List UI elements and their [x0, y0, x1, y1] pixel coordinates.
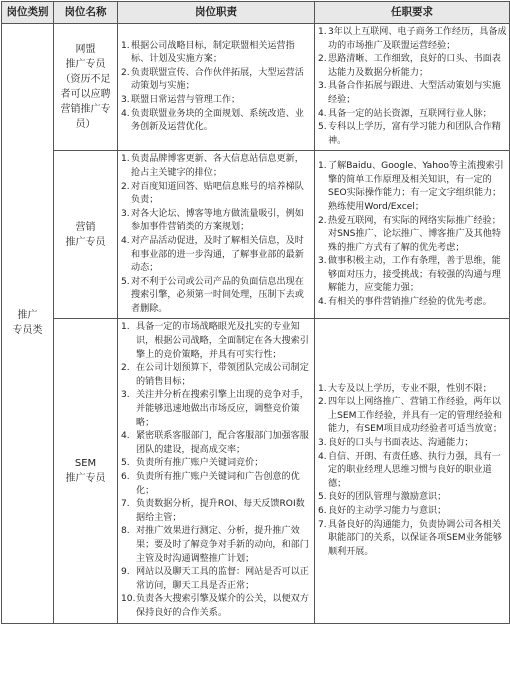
list-item-text: 联盟日常运营与管理工作； — [131, 94, 241, 105]
list-item — [318, 108, 507, 122]
list-item — [121, 67, 312, 94]
list-item-number: 7. — [318, 519, 327, 530]
list-item-number: 6. — [318, 505, 327, 516]
list-item-number: 4. — [318, 451, 327, 462]
list-item-text: 具备良好的沟通能力，负责协调公司各相关职能部门的关系，以保证各项SEM业务能够顺利开展。 — [328, 519, 502, 557]
list-item-text: 紧密联系客服部门，配合客服部门加强客服团队的建设，提高成交率； — [136, 431, 309, 455]
list-item — [121, 498, 312, 525]
list-item — [121, 181, 312, 208]
duties-cell — [118, 319, 315, 623]
list-item — [318, 491, 507, 505]
list-item-number: 5. — [121, 276, 130, 287]
list-item — [318, 26, 507, 53]
duties-cell — [118, 151, 315, 319]
list-item — [121, 276, 312, 317]
list-item-number: 3. — [318, 438, 327, 449]
list-item-number: 2. — [318, 215, 327, 226]
list-item — [121, 525, 312, 566]
list-item-number: 1. — [121, 322, 130, 333]
list-item-number: 2. — [121, 363, 130, 374]
list-item — [121, 362, 312, 389]
list-item-text: 负责所有推广账户关键词和广告创意的优化； — [136, 472, 300, 496]
list-item — [121, 566, 312, 593]
list-item-number: 5. — [318, 122, 327, 133]
list-item-text: 负责联盟宣传、合作伙伴拓展，大型运营活动策划与实施； — [131, 67, 304, 92]
list-item-number: 2. — [318, 397, 327, 408]
list-item-text: 对不利于公司或公司产品的负面信息出现在搜索引擎，必须第一时间处理，压制下去或者删除。 — [131, 276, 304, 314]
list-item-text: 具备一定的站长资源，互联网行业人脉； — [328, 108, 492, 119]
list-item-text: 良好的口头与书面表达、沟通能力； — [328, 438, 474, 449]
duties-cell — [118, 24, 315, 151]
list-item-number: 5. — [318, 492, 327, 503]
list-item — [318, 451, 507, 492]
header-position-name: 岗位名称 — [54, 2, 118, 24]
list-item-number: 2. — [318, 54, 327, 65]
list-item-text: 有相关的事件营销推广经验的优先考虑。 — [328, 297, 492, 308]
list-item — [318, 519, 507, 560]
list-item — [318, 396, 507, 437]
list-item-text: 对产品活动促进，及时了解相关信息，及时和事业部的进一步沟通，了解事业部的最新动态； — [131, 235, 304, 274]
list-item — [318, 255, 507, 296]
list-item-number: 8. — [121, 526, 130, 537]
list-item — [121, 430, 312, 457]
list-item-text: 根据公司战略目标，制定联盟相关运营指标、计划及实施方案； — [131, 40, 295, 65]
list-item-number: 1. — [318, 383, 327, 394]
list-item — [318, 53, 507, 80]
list-item — [121, 389, 312, 430]
list-item — [318, 505, 507, 519]
list-item-number: 6. — [121, 472, 130, 482]
header-duties: 岗位职责 — [118, 2, 315, 24]
list-item-text: 四年以上网络推广、营销工作经验，两年以上SEM工作经验，并具有一定的管理经验和能力，有SEM项目成功经验者可适当放宽； — [328, 397, 502, 435]
list-item-number: 4. — [318, 108, 327, 119]
list-item — [121, 457, 312, 471]
position-name-cell: 营销 推广专员 — [54, 151, 118, 319]
list-item-number: 3. — [121, 94, 130, 105]
list-item-number: 4. — [121, 431, 130, 442]
list-item-text: 负责所有推广账户关键词竞价； — [136, 458, 264, 469]
category-cell: 推广 专员类 — [2, 24, 54, 624]
list-item-text: 对各大论坛、博客等地方做流量吸引，例如参加事件营销类的方案规划； — [131, 208, 304, 233]
list-item-text: 具备一定的市场战略眼光及扎实的专业知识，根据公司战略，全面制定在各大搜索引擎上的竞价策略，并具有可实行性； — [136, 322, 309, 360]
list-item-number: 3. — [121, 390, 130, 401]
list-item — [318, 437, 507, 451]
position-name-cell: 网盟 推广专员 （资历不足 者可以应聘 营销推广专 员） — [54, 24, 118, 151]
list-item-text: 关注并分析在搜索引擎上出现的竞争对手，并能够迅速地做出市场反应，调整竞价策略； — [136, 390, 309, 428]
list-item-text: 良好的主动学习能力与意识； — [328, 505, 447, 516]
list-item-text: 负责数据分析，提升ROI、每天反馈ROI数据给主管； — [136, 499, 305, 523]
list-item — [318, 296, 507, 310]
list-item — [121, 471, 312, 498]
list-item — [121, 235, 312, 276]
list-item-number: 2. — [121, 67, 130, 78]
list-item-text: 负责各大搜索引擎及媒介的公关，以便双方保持良好的合作关系。 — [136, 594, 309, 618]
list-item-text: 思路清晰、工作细致，良好的口头、书面表达能力及数据分析能力； — [328, 54, 501, 78]
list-item-number: 1. — [121, 154, 130, 165]
list-item-text: 对百度知道回答、贴吧信息账号的培养梯队负责； — [131, 181, 304, 206]
list-item-number: 5. — [121, 458, 130, 469]
list-item — [318, 215, 507, 256]
list-item-number: 4. — [121, 235, 130, 246]
list-item — [121, 593, 312, 620]
list-item-number: 1. — [318, 27, 327, 37]
list-item-number: 7. — [121, 499, 130, 510]
list-item-text: 热爱互联网，有实际的网络实际推广经验；对SNS推广、论坛推广、博客推广及其他特殊的推广方式有了解的优先考虑； — [328, 215, 501, 253]
list-item-text: 了解Baidu、Google、Yahoo等主流搜索引擎的简单工作原理及相关知识，有一定的SEO实际操作能力；有一定文字组织能力；熟练使用Word/Excel； — [328, 161, 504, 212]
list-item-number: 1. — [318, 161, 327, 172]
list-item — [121, 108, 312, 135]
requirements-cell — [315, 319, 510, 623]
list-item-number: 3. — [121, 208, 130, 219]
table-header-row — [2, 2, 510, 24]
list-item-text: 大专及以上学历，专业不限，性别不限； — [328, 383, 492, 394]
list-item-number: 2. — [121, 181, 130, 192]
list-item — [121, 208, 312, 235]
list-item-number: 4. — [318, 297, 327, 308]
list-item — [318, 383, 507, 397]
list-item-text: 良好的团队管理与激励意识； — [328, 492, 447, 503]
list-item-text: 具备合作拓展与跟进、大型活动策划与实施经验； — [328, 81, 501, 105]
requirements-cell — [315, 151, 510, 319]
list-item — [121, 153, 312, 180]
position-name-cell: SEM 推广专员 — [54, 319, 118, 623]
table-body — [2, 24, 510, 624]
requirements-cell — [315, 24, 510, 151]
list-item-text: 专科以上学历，富有学习能力和团队合作精神。 — [328, 122, 501, 146]
list-item-number: 3. — [318, 81, 327, 92]
list-item-text: 网站以及聊天工具的监督：网站是否可以正常访问，聊天工具是否正常； — [136, 567, 309, 591]
list-item-number: 10. — [121, 594, 136, 605]
list-item-number: 1. — [121, 40, 130, 51]
list-item-text: 做事积极主动，工作有条理，善于思维，能够面对压力，接受挑战；有较强的沟通与理解能力，应变能力强； — [328, 256, 501, 294]
table-row — [2, 319, 510, 623]
list-item-text: 对推广效果进行测定、分析，提升推广效果；要及时了解竞争对手新的动向，和部门主管及时沟通调整推广计划； — [136, 526, 309, 564]
list-item-number: 3. — [318, 256, 327, 267]
list-item — [318, 121, 507, 148]
header-category: 岗位类别 — [2, 2, 54, 24]
list-item — [121, 94, 312, 108]
list-item-text: 3年以上互联网、电子商务工作经历，具备成功的市场推广及联盟运营经验； — [328, 27, 507, 51]
list-item-text: 自信、开朗、有责任感、执行力强，具有一定的职业经理人思维习惯与良好的职业道德； — [328, 451, 501, 489]
list-item-text: 在公司计划预算下，带领团队完成公司制定的销售目标； — [136, 363, 309, 387]
list-item-text: 负责品牌博客更新、各大信息站信息更新，抢占主关键字的排位； — [131, 154, 304, 178]
list-item — [121, 321, 312, 362]
table-row — [2, 151, 510, 319]
list-item — [318, 80, 507, 107]
list-item-text: 负责联盟业务块的全面规划、系统改造、业务创新及运营优化。 — [131, 108, 304, 133]
job-description-table — [1, 1, 510, 624]
header-requirements: 任职要求 — [315, 2, 510, 24]
list-item — [121, 40, 312, 67]
table-row — [2, 24, 510, 151]
list-item — [318, 160, 507, 214]
list-item-number: 4. — [121, 108, 130, 119]
list-item-number: 9. — [121, 567, 130, 578]
